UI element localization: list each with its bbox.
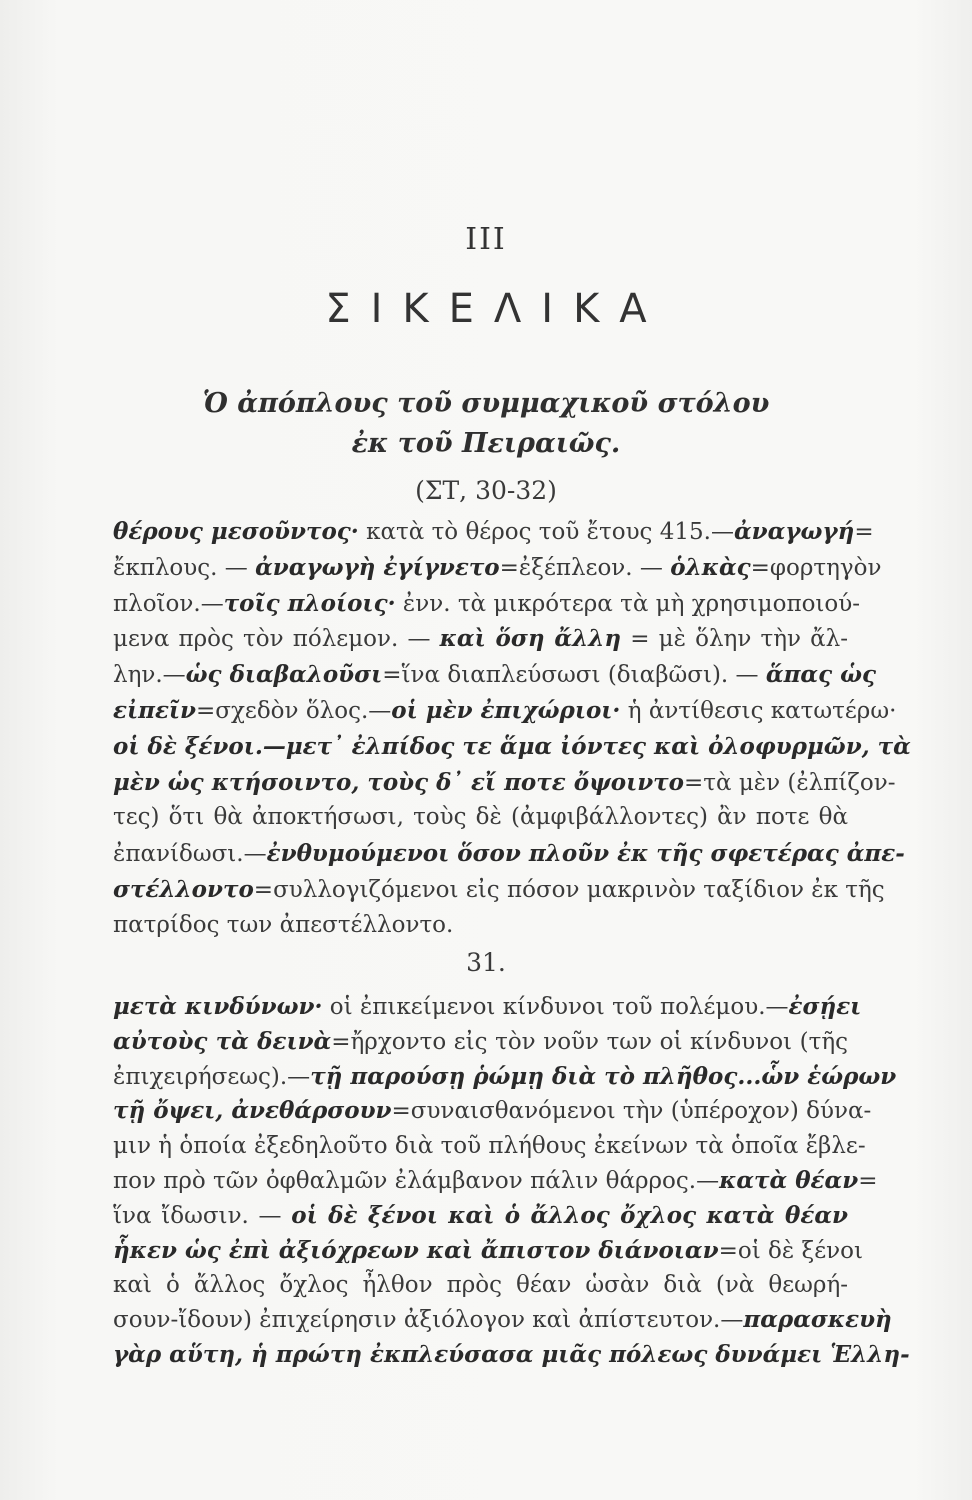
gloss-text: μενα πρὸς τὸν πόλεμον. —: [113, 626, 440, 653]
lemma-text: ὁλκὰς: [670, 553, 751, 581]
gloss-text: πον πρὸ τῶν ὀφθαλμῶν ἐλάμβανον πάλιν θάρρος.—: [113, 1167, 720, 1194]
text-line: [113, 800, 848, 836]
text-line: [113, 1199, 848, 1234]
section-number: 31.: [466, 948, 506, 977]
lemma-text: οἱ δὲ ξένοι καὶ ὁ ἄλλος ὄχλος κατὰ θέαν: [291, 1201, 848, 1229]
text-line: [113, 765, 896, 801]
text-line: [113, 1268, 848, 1303]
gloss-text: ἡ ἀντίθεσις κατωτέρω·: [620, 697, 897, 724]
chapter-reference: (ΣΤ, 30-32): [415, 476, 557, 505]
lemma-text: ἐνθυμούμενοι ὅσον πλοῦν ἐκ τῆς σφετέρας ἀπε-: [266, 840, 905, 868]
lemma-text: μετὰ κινδύνων·: [113, 993, 323, 1020]
lemma-text: ἅπας ὡς: [765, 661, 877, 689]
gloss-text: οἱ ἐπικείμενοι κίνδυνοι τοῦ πολέμου.—: [322, 994, 789, 1020]
lemma-text: τῇ ὄψει, ἀνεθάρσουν: [113, 1097, 392, 1125]
lemma-text: τῇ παρούσῃ ῥώμῃ διὰ τὸ πλῆθος...ὧν ἑώρων: [310, 1062, 897, 1090]
text-line: [113, 621, 848, 657]
text-line: [113, 1234, 863, 1269]
gloss-text: μιν ἡ ὁποία ἐξεδηλοῦτο διὰ τοῦ πλήθους ἐκείνων τὰ ὁποῖα ἔβλε-: [113, 1133, 866, 1160]
subtitle-line-1: Ὁ ἀπόπλους τοῦ συμμαχικοῦ στόλου: [202, 388, 770, 419]
gloss-text: κατὰ τὸ θέρος τοῦ ἔτους 415.—: [358, 519, 734, 545]
gloss-text: πατρίδος των ἀπεστέλλοντο.: [113, 911, 454, 938]
text-line: [113, 990, 862, 1025]
text-line: [113, 1129, 866, 1164]
lemma-text: στέλλοντο: [113, 875, 254, 903]
gloss-text: =ἵνα διαπλεύσωσι (διαβῶσι). —: [382, 662, 766, 689]
text-line: [113, 872, 885, 908]
text-line: [113, 657, 877, 693]
lemma-text: μὲν ὡς κτήσοιντο, τοὺς δ᾿ εἴ ποτε ὄψοιντο: [113, 768, 684, 796]
gloss-text: =οἱ δὲ ξένοι: [718, 1237, 863, 1264]
lemma-text: εἰπεῖν: [113, 696, 197, 724]
lemma-text: γὰρ αὕτη, ἡ πρώτη ἐκπλεύσασα μιᾶς πόλεως δυνάμει Ἑλλη-: [113, 1340, 910, 1368]
gloss-text: ἔκπλους. —: [113, 554, 256, 581]
section-subtitle: [0, 384, 972, 464]
gloss-text: ἐπανίδωσι.—: [113, 841, 267, 868]
text-line: [113, 908, 848, 944]
gloss-text: σουν-ἴδουν) ἐπιχείρησιν ἀξιόλογον καὶ ἀπίστευτον.—: [113, 1307, 744, 1334]
text-line: [113, 514, 874, 550]
lemma-text: παρασκευὴ: [743, 1306, 892, 1334]
gloss-text: =σχεδὸν ὅλος.—: [196, 697, 392, 724]
gloss-text: =ἐξέπλεον. —: [499, 554, 671, 581]
lemma-text: θέρους μεσοῦντος·: [113, 518, 359, 545]
lemma-text: ὡς διαβαλοῦσι: [185, 661, 383, 689]
lemma-text: οἱ δὲ ξένοι.—μετ᾿ ἐλπίδος τε ἅμα ἰόντες καὶ ὀλοφυρμῶν, τὰ: [113, 732, 911, 760]
text-line: [113, 1303, 892, 1338]
text-line: [113, 693, 897, 729]
commentary-block-31: [113, 990, 910, 1373]
gloss-text: =συναισθανόμενοι τὴν (ὑπέροχον) δύνα-: [391, 1098, 872, 1125]
subtitle-line-2: ἐκ τοῦ Πειραιῶς.: [351, 428, 621, 459]
lemma-text: ἀναγωγὴ ἐγίγνετο: [255, 553, 500, 581]
text-line: [113, 1338, 910, 1373]
gloss-text: =φορτηγὸν: [750, 554, 882, 581]
gloss-text: =: [858, 1167, 878, 1194]
gloss-text: ἐπιχειρήσεως).—: [113, 1063, 311, 1090]
chapter-title: ΣΙΚΕΛΙΚΑ: [325, 286, 667, 332]
lemma-text: ἀναγωγή: [733, 518, 855, 545]
gloss-text: ἵνα ἴδωσιν. —: [113, 1202, 292, 1229]
gloss-text: ἐνν. τὰ μικρότερα τὰ μὴ χρησιμοποιού-: [395, 590, 861, 617]
chapter-number: III: [465, 222, 507, 257]
lemma-text: ἧκεν ὡς ἐπὶ ἀξιόχρεων καὶ ἄπιστον διάνοιαν: [113, 1236, 719, 1264]
gloss-text: =ἤρχοντο εἰς τὸν νοῦν των οἱ κίνδυνοι (τῆς: [331, 1028, 848, 1055]
text-line: [113, 729, 911, 765]
gloss-text: καὶ ὁ ἄλλος ὄχλος ἦλθον πρὸς θέαν ὡσὰν διὰ (νὰ θεωρή-: [113, 1272, 848, 1299]
text-line: [113, 1094, 872, 1129]
text-line: [113, 1164, 878, 1199]
gloss-text: =: [854, 519, 874, 545]
lemma-text: ἐσῄει: [788, 993, 862, 1020]
lemma-text: τοῖς πλοίοις·: [223, 589, 396, 617]
lemma-text: καὶ ὅση ἄλλη: [439, 625, 622, 653]
gloss-text: πλοῖον.—: [113, 590, 224, 617]
text-line: [113, 836, 905, 872]
gloss-text: = μὲ ὅλην τὴν ἄλ-: [621, 626, 848, 653]
lemma-text: κατὰ θέαν: [719, 1166, 859, 1194]
lemma-text: αὐτοὺς τὰ δεινὰ: [113, 1027, 332, 1055]
gloss-text: τες) ὅτι θὰ ἀποκτήσωσι, τοὺς δὲ (ἀμφιβάλλοντες) ἂν ποτε θὰ: [113, 804, 848, 831]
text-line: [113, 586, 861, 622]
text-line: [113, 1025, 848, 1060]
gloss-text: =συλλογιζόμενοι εἰς πόσον μακρινὸν ταξίδιον ἐκ τῆς: [253, 876, 885, 903]
text-line: [113, 1060, 897, 1095]
commentary-block-30: [113, 514, 911, 944]
text-line: [113, 550, 882, 586]
lemma-text: οἱ μὲν ἐπιχώριοι·: [391, 696, 621, 724]
gloss-text: =τὰ μὲν (ἐλπίζον-: [683, 769, 896, 796]
gloss-text: λην.—: [113, 662, 186, 689]
